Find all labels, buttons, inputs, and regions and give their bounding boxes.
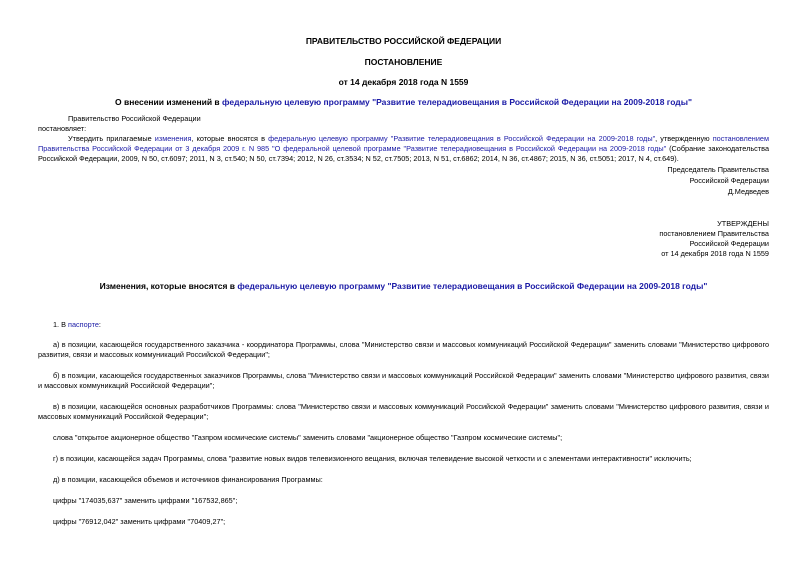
changes-link[interactable]: изменения: [154, 134, 192, 143]
item-d-1: цифры "174035,637" заменить цифрами "167532,865";: [53, 496, 238, 505]
document-title: [0, 97, 807, 107]
passport-link[interactable]: паспорте: [68, 320, 99, 329]
doc-type-heading: ПОСТАНОВЛЕНИЕ: [364, 57, 443, 67]
item-d-2: цифры "76912,042" заменить цифрами "70409,27";: [53, 517, 226, 526]
item-g: г) в позиции, касающейся задач Программы, слова "развитие новых видов телевизионного вещания, включая телевидение высокой четкости и с элементами интерактивности" исключить;: [53, 454, 692, 463]
signature-line-2: Российской Федерации: [689, 176, 769, 185]
changes-title: Изменения, которые вносятся в федеральную целевую программу "Развитие телерадиовещания в Российской Федерации на 2009-2018 годы": [99, 281, 708, 291]
title-prefix: О внесении изменений в: [115, 97, 223, 107]
preamble-line-1: Правительство Российской Федерации: [68, 114, 201, 123]
preamble-line-2: постановляет:: [38, 124, 87, 133]
program-link[interactable]: федеральную целевую программу "Развитие телерадиовещания в Российской Федерации на 2009-2018 годы": [222, 97, 692, 107]
item-a: а) в позиции, касающейся государственного заказчика - координатора Программы, слова "Министерство связи и массовых коммуникаций Российской Федерации" заменить словами "Министерство цифрового развития, связи и массовых коммуникаций Российской Федерации";: [38, 340, 769, 359]
item-v: в) в позиции, касающейся основных разработчиков Программы: слова "Министерство связи и массовых коммуникаций Российской Федерации" заменить словами "Министерство цифрового развития, связи и массовых коммуникаций Российской Федерации";: [38, 402, 769, 421]
date-number-heading: от 14 декабря 2018 года N 1559: [338, 77, 469, 87]
item-v-2: слова "открытое акционерное общество "Газпром космические системы" заменить словами "акционерное общество "Газпром космические системы";: [53, 433, 563, 442]
approved-line-1: УТВЕРЖДЕНЫ: [717, 219, 769, 228]
approved-line-2: постановлением Правительства: [659, 229, 769, 238]
preamble-paragraph: Утвердить прилагаемые изменения, которые вносятся в федеральную целевую программу "Развитие телерадиовещания в Российской Федерации на 2009-2018 годы", утвержденную постановлением Правительства Российской Федерации от 3 декабря 2009 г. N 985 "О федеральной целевой программе "Развитие телерадиовещания в Российской Федерации на 2009-2018 годы" (Собрание законодательства Российской Федерации, 2009, N 50, ст.6097; 2011, N 3, ст.540; N 50, ст.7394; 2012, N 26, ст.3534; N 52, ст.7505; 2013, N 51, ст.6862; 2014, N 36, ст.4867; 2015, N 36, ст.5051; 2017, N 4, ст.649).: [38, 134, 770, 163]
program-link-2[interactable]: федеральную целевую программу "Развитие телерадиовещания в Российской Федерации на 2009-2018 годы": [268, 134, 656, 143]
program-link-3[interactable]: федеральную целевую программу "Развитие телерадиовещания в Российской Федерации на 2009-2018 годы": [237, 281, 708, 291]
item-1: 1. В паспорте:: [53, 320, 101, 329]
signature-line-1: Председатель Правительства: [667, 165, 769, 174]
signature-name: Д.Медведев: [727, 187, 769, 196]
item-d: д) в позиции, касающейся объемов и источников финансирования Программы:: [53, 475, 323, 484]
approved-line-3: Российской Федерации: [689, 239, 769, 248]
item-b: б) в позиции, касающейся государственных заказчиков Программы, слова "Министерство связи и массовых коммуникаций Российской Федерации" заменить словами "Министерство цифрового развития, связи и массовых коммуникаций Российской Федерации";: [38, 371, 769, 390]
approved-line-4: от 14 декабря 2018 года N 1559: [661, 249, 769, 258]
resolution-link[interactable]: постановлением Правительства Российской Федерации от 3 декабря 2009 г. N 985 "О федеральной целевой программе "Развитие телерадиовещания в Российской Федерации на 2009-2018 годы": [38, 134, 769, 153]
org-heading: ПРАВИТЕЛЬСТВО РОССИЙСКОЙ ФЕДЕРАЦИИ: [305, 36, 502, 46]
